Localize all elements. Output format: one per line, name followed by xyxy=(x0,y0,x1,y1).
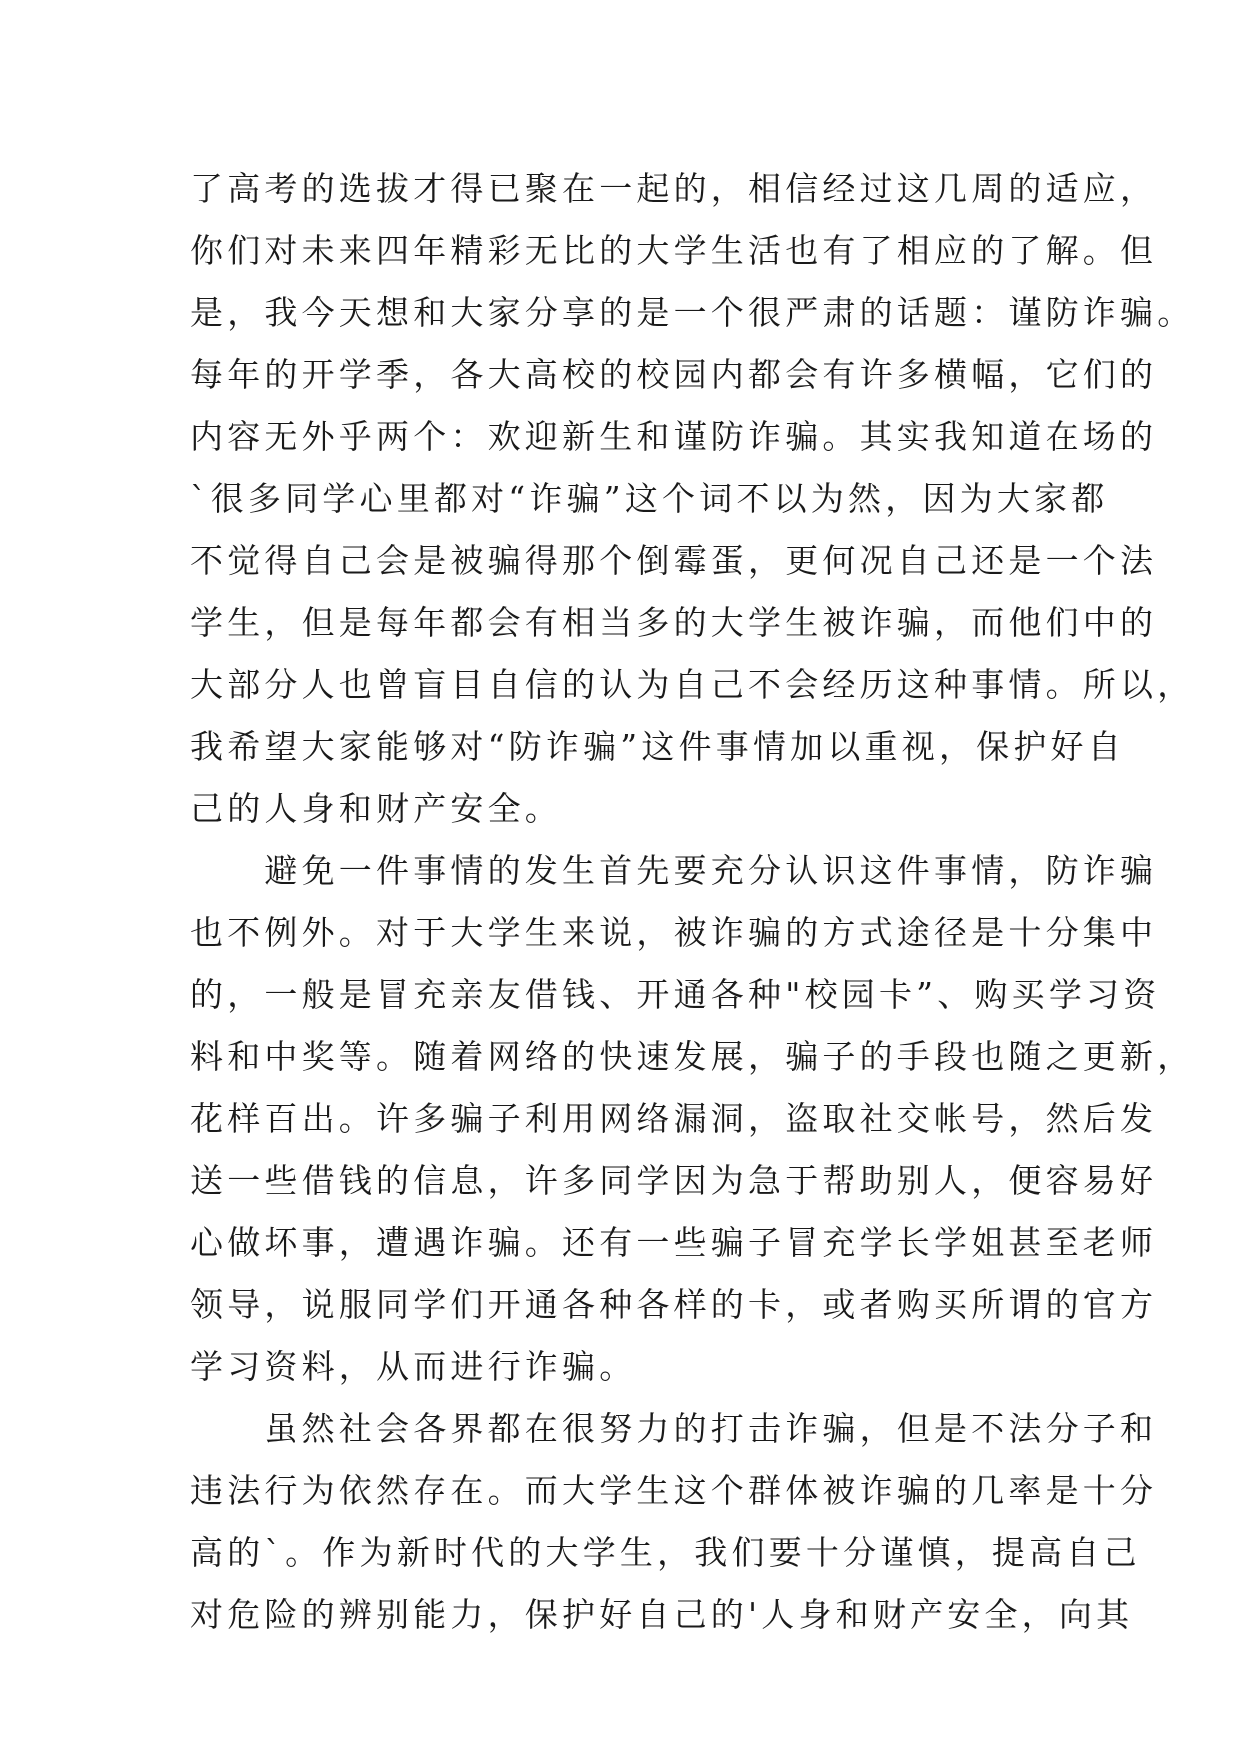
text-line: 领导，说服同学们开通各种各样的卡，或者购买所谓的官方 xyxy=(190,1285,1158,1324)
text-line: 花样百出。许多骗子利用网络漏洞，盗取社交帐号，然后发 xyxy=(190,1099,1158,1138)
text-line: 内容无外乎两个：欢迎新生和谨防诈骗。其实我知道在场的 xyxy=(190,417,1158,456)
text-line: 了高考的选拔才得已聚在一起的，相信经过这几周的适应， xyxy=(190,169,1158,208)
text-line: 料和中奖等。随着网络的快速发展，骗子的手段也随之更新， xyxy=(190,1037,1195,1076)
paragraph-3 xyxy=(190,1398,1158,1646)
text-line: 学习资料，从而进行诈骗。 xyxy=(190,1347,637,1386)
text-line: 我希望大家能够对“防诈骗”这件事情加以重视，保护好自 xyxy=(190,727,1125,766)
text-line: 每年的开学季，各大高校的校园内都会有许多横幅，它们的 xyxy=(190,355,1158,394)
text-line: 违法行为依然存在。而大学生这个群体被诈骗的几率是十分 xyxy=(190,1471,1158,1510)
text-line: 虽然社会各界都在很努力的打击诈骗，但是不法分子和 xyxy=(190,1409,1158,1448)
text-line: 己的人身和财产安全。 xyxy=(190,789,562,828)
paragraph-1 xyxy=(190,158,1195,840)
text-line: 学生，但是每年都会有相当多的大学生被诈骗，而他们中的 xyxy=(190,603,1158,642)
text-line: `很多同学心里都对“诈骗”这个词不以为然，因为大家都 xyxy=(190,479,1109,518)
text-line: 避免一件事情的发生首先要充分认识这件事情，防诈骗 xyxy=(190,851,1158,890)
text-line: 的，一般是冒充亲友借钱、开通各种"校园卡”、购买学习资 xyxy=(190,975,1161,1014)
paragraph-2 xyxy=(190,840,1195,1398)
text-line: 也不例外。对于大学生来说，被诈骗的方式途径是十分集中 xyxy=(190,913,1158,952)
text-line: 高的`。作为新时代的大学生，我们要十分谨慎，提高自己 xyxy=(190,1533,1141,1572)
text-line: 你们对未来四年精彩无比的大学生活也有了相应的了解。但 xyxy=(190,231,1158,270)
text-line: 对危险的辨别能力，保护好自己的'人身和财产安全，向其 xyxy=(190,1595,1134,1634)
document-body xyxy=(190,158,1195,1646)
text-line: 大部分人也曾盲目自信的认为自己不会经历这种事情。所以， xyxy=(190,665,1195,704)
text-line: 是，我今天想和大家分享的是一个很严肃的话题：谨防诈骗。 xyxy=(190,293,1195,332)
text-line: 心做坏事，遭遇诈骗。还有一些骗子冒充学长学姐甚至老师 xyxy=(190,1223,1158,1262)
text-line: 不觉得自己会是被骗得那个倒霉蛋，更何况自己还是一个法 xyxy=(190,541,1158,580)
text-line: 送一些借钱的信息，许多同学因为急于帮助别人，便容易好 xyxy=(190,1161,1158,1200)
